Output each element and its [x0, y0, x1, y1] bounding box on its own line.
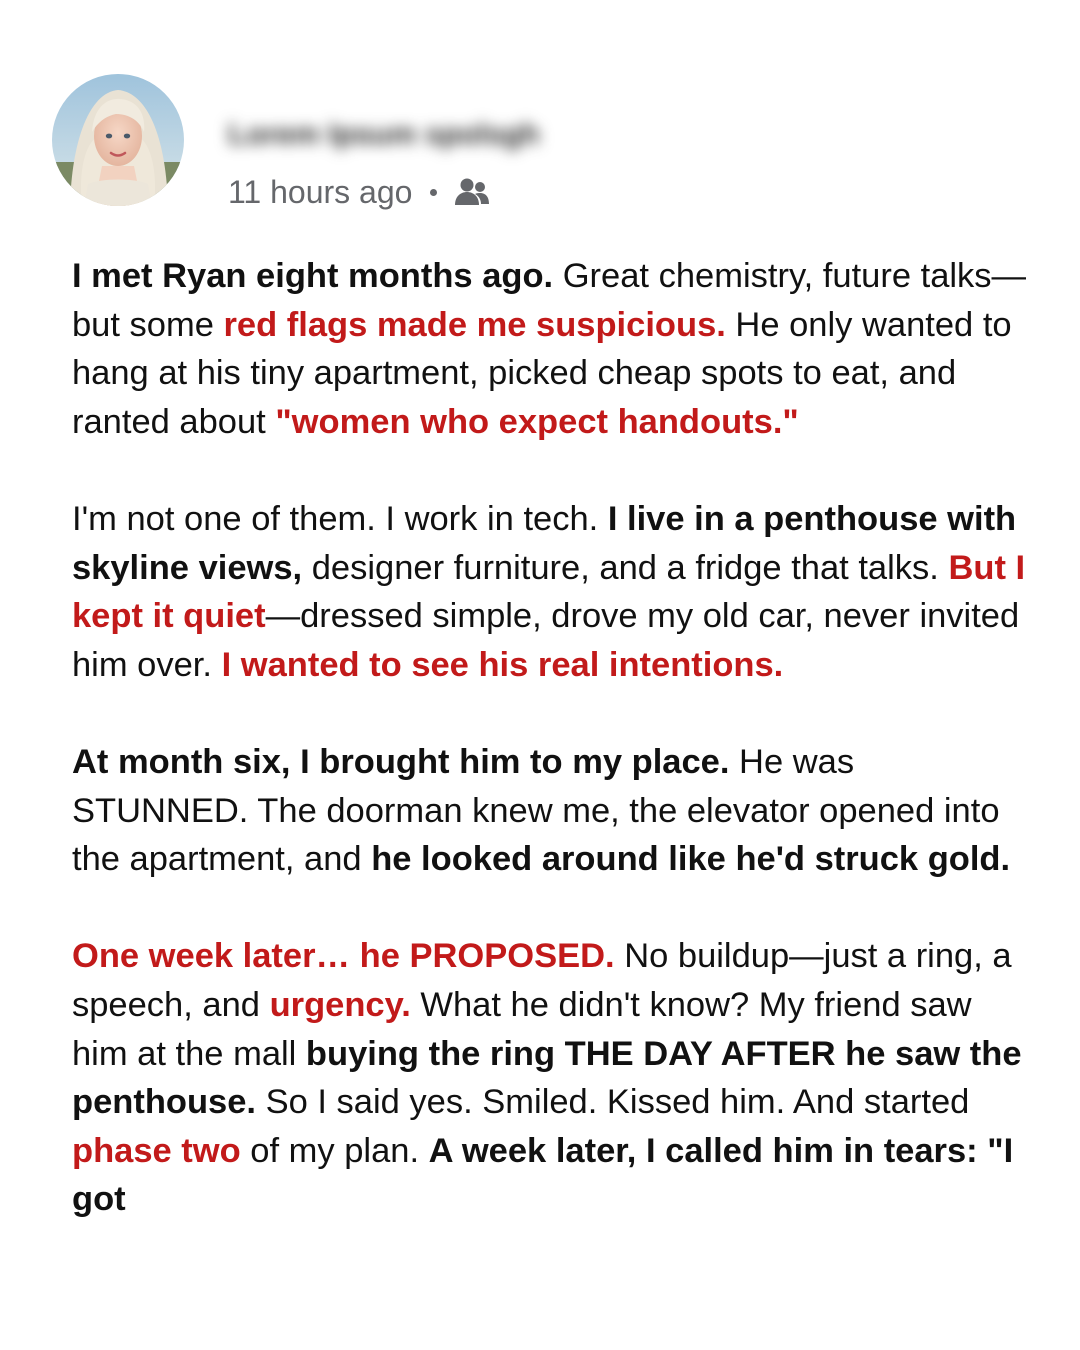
author-name[interactable]: Lorem Ipsum spolsgh: [228, 118, 540, 151]
text-span: designer furniture, and a fridge that talks.: [302, 548, 949, 587]
text-span: urgency.: [269, 985, 411, 1024]
post-body: [72, 252, 1032, 1272]
text-span: I wanted to see his real intentions.: [221, 645, 784, 684]
post-meta: [228, 172, 491, 212]
text-span: I live in a penthouse with skyline views,: [72, 499, 1017, 587]
text-span: He was STUNNED. The doorman knew me, the elevator opened into the apartment, and: [72, 742, 1000, 879]
paragraph: [72, 738, 1032, 884]
text-span: One week later… he PROPOSED.: [72, 937, 615, 976]
text-span: he looked around like he'd struck gold.: [371, 840, 1011, 879]
avatar-image: [52, 74, 184, 206]
text-span: phase two: [72, 1131, 241, 1170]
text-span: So I said yes. Smiled. Kissed him. And started: [256, 1083, 970, 1122]
text-span: I met Ryan eight months ago.: [72, 257, 554, 295]
text-span: But I kept it quiet: [72, 548, 1026, 636]
paragraph: [72, 932, 1032, 1224]
text-span: A week later, I called him in tears: "I got: [72, 1131, 1014, 1219]
text-span: of my plan.: [240, 1131, 429, 1170]
text-span: —dressed simple, drove my old car, never invited him over.: [72, 597, 1020, 684]
text-span: No buildup—just a ring, a speech, and: [72, 937, 1012, 1024]
text-span: Great chemistry, future talks—but some: [72, 257, 1027, 344]
text-span: He only wanted to hang at his tiny apartment, picked cheap spots to eat, and ranted about: [72, 305, 1012, 441]
friends-icon[interactable]: [453, 175, 491, 209]
text-span: "women who expect handouts.": [275, 402, 799, 441]
paragraph: [72, 252, 1032, 446]
post-timestamp[interactable]: 11 hours ago: [228, 173, 413, 210]
paragraph: [72, 495, 1032, 689]
text-span: At month six, I brought him to my place.: [72, 742, 730, 781]
text-span: What he didn't know? My friend saw him at the mall: [72, 985, 972, 1073]
avatar[interactable]: [52, 74, 184, 206]
text-span: red flags made me suspicious.: [223, 305, 726, 344]
separator-dot: [430, 189, 437, 196]
text-span: buying the ring THE DAY AFTER he saw the penthouse.: [72, 1034, 1022, 1122]
post-header: [52, 74, 1012, 214]
text-span: I'm not one of them. I work in tech.: [72, 499, 608, 538]
